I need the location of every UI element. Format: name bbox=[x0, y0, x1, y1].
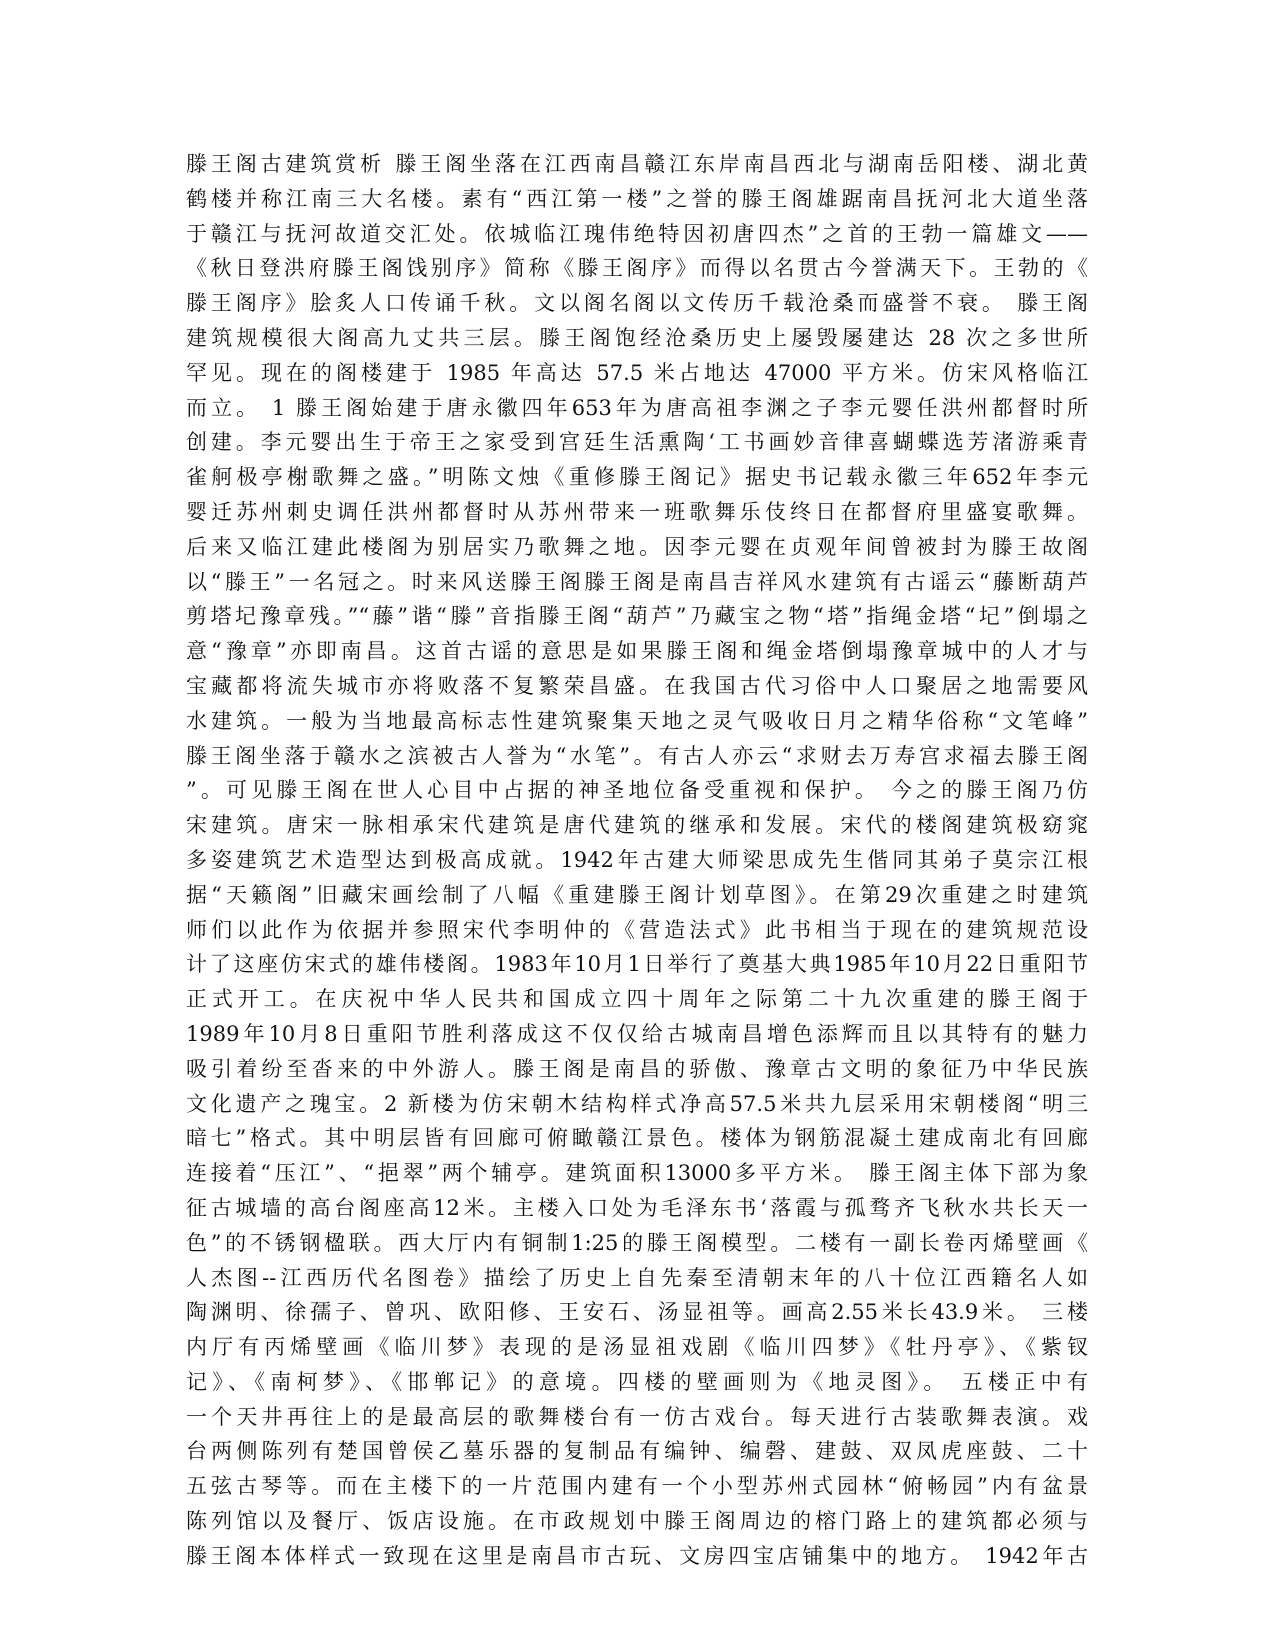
text-line: 计了这座仿宋式的雄伟楼阁。1983年10月1日举行了奠基大典1985年10月22日重阳节 bbox=[186, 952, 1088, 977]
text-line: 意“豫章”亦即南昌。这首古谣的意思是如果滕王阁和绳金塔倒塌豫章城中的人才与 bbox=[186, 639, 1088, 664]
text-line: 创建。李元婴出生于帝王之家受到宫廷生活熏陶‘工书画妙音律喜蝴蝶选芳渚游乘青 bbox=[186, 430, 1088, 455]
text-line: 雀舸极亭榭歌舞之盛。”明陈文烛《重修滕王阁记》据史书记载永徽三年652年李元 bbox=[186, 465, 1088, 490]
text-line: 人杰图--江西历代名图卷》描绘了历史上自先秦至清朝末年的八十位江西籍名人如 bbox=[186, 1265, 1088, 1290]
text-line: 滕王阁本体样式一致现在这里是南昌市古玩、文房四宝店铺集中的地方。 1942年古 bbox=[186, 1543, 1088, 1568]
text-line: 宋建筑。唐宋一脉相承宋代建筑是唐代建筑的继承和发展。宋代的楼阁建筑极窈窕 bbox=[186, 813, 1088, 838]
text-line: 以“滕王”一名冠之。时来风送滕王阁滕王阁是南昌吉祥风水建筑有古谣云“藤断葫芦 bbox=[186, 569, 1088, 594]
text-line: 内厅有丙烯壁画《临川梦》表现的是汤显祖戏剧《临川四梦》《牡丹亭》、《紫钗 bbox=[186, 1335, 1088, 1360]
text-line: 滕王阁序》脍炙人口传诵千秋。文以阁名阁以文传历千载沧桑而盛誉不衰。 滕王阁 bbox=[186, 291, 1088, 316]
text-line: 《秋日登洪府滕王阁饯别序》简称《滕王阁序》而得以名贯古今誉满天下。王勃的《 bbox=[186, 256, 1088, 281]
text-line: 宝藏都将流失城市亦将败落不复繁荣昌盛。在我国古代习俗中人口聚居之地需要风 bbox=[186, 673, 1088, 698]
text-line: 多姿建筑艺术造型达到极高成就。1942年古建大师梁思成先生偕同其弟子莫宗江根 bbox=[186, 847, 1088, 872]
text-line: 五弦古琴等。而在主楼下的一片范围内建有一个小型苏州式园林“俯畅园”内有盆景 bbox=[186, 1474, 1088, 1499]
text-line: 后来又临江建此楼阁为别居实乃歌舞之地。因李元婴在贞观年间曾被封为滕王故阁 bbox=[186, 534, 1088, 559]
text-line: 据“天籁阁”旧藏宋画绘制了八幅《重建滕王阁计划草图》。在第29次重建之时建筑 bbox=[186, 882, 1088, 907]
text-line: ”。可见滕王阁在世人心目中占据的神圣地位备受重视和保护。 今之的滕王阁乃仿 bbox=[186, 778, 1088, 803]
text-line: 记》、《南柯梦》、《邯郸记》的意境。四楼的壁画则为《地灵图》。 五楼正中有 bbox=[186, 1369, 1088, 1394]
text-line: 婴迁苏州刺史调任洪州都督时从苏州带来一班歌舞乐伎终日在都督府里盛宴歌舞。 bbox=[186, 499, 1088, 524]
text-line: 吸引着纷至沓来的中外游人。滕王阁是南昌的骄傲、豫章古文明的象征乃中华民族 bbox=[186, 1056, 1088, 1081]
text-line: 鹤楼并称江南三大名楼。素有“西江第一楼”之誉的滕王阁雄踞南昌抚河北大道坐落 bbox=[186, 186, 1088, 211]
text-line: 1989年10月8日重阳节胜利落成这不仅仅给古城南昌增色添辉而且以其特有的魅力 bbox=[186, 1021, 1088, 1046]
text-line: 陶渊明、徐孺子、曾巩、欧阳修、王安石、汤显祖等。画高2.55米长43.9米。 三楼 bbox=[186, 1300, 1088, 1325]
text-line: 剪塔圮豫章残。”“藤”谐“滕”音指滕王阁“葫芦”乃藏宝之物“塔”指绳金塔“圮”倒塌之 bbox=[186, 604, 1088, 629]
text-line: 师们以此作为依据并参照宋代李明仲的《营造法式》此书相当于现在的建筑规范设 bbox=[186, 917, 1088, 942]
text-line: 暗七”格式。其中明层皆有回廊可俯瞰赣江景色。楼体为钢筋混凝土建成南北有回廊 bbox=[186, 1126, 1088, 1151]
article-body bbox=[186, 147, 1088, 1574]
text-line: 而立。 1 滕王阁始建于唐永徽四年653年为唐高祖李渊之子李元婴任洪州都督时所 bbox=[186, 395, 1088, 420]
text-line: 陈列馆以及餐厅、饭店设施。在市政规划中滕王阁周边的榕门路上的建筑都必须与 bbox=[186, 1509, 1088, 1534]
text-line: 正式开工。在庆祝中华人民共和国成立四十周年之际第二十九次重建的滕王阁于 bbox=[186, 987, 1088, 1012]
text-line: 连接着“压江”、“挹翠”两个辅亭。建筑面积13000多平方米。 滕王阁主体下部为象 bbox=[186, 1161, 1088, 1186]
text-line: 征古城墙的高台阁座高12米。主楼入口处为毛泽东书‘落霞与孤骛齐飞秋水共长天一 bbox=[186, 1195, 1088, 1220]
text-line: 水建筑。一般为当地最高标志性建筑聚集天地之灵气吸收日月之精华俗称“文笔峰” bbox=[186, 708, 1088, 733]
text-line: 滕王阁坐落于赣水之滨被古人誉为“水笔”。有古人亦云“求财去万寿宫求福去滕王阁 bbox=[186, 743, 1088, 768]
text-line: 滕王阁古建筑赏析 滕王阁坐落在江西南昌赣江东岸南昌西北与湖南岳阳楼、湖北黄 bbox=[186, 152, 1088, 176]
text-line: 文化遗产之瑰宝。2 新楼为仿宋朝木结构样式净高57.5米共九层采用宋朝楼阁“明三 bbox=[186, 1091, 1088, 1116]
text-line: 一个天井再往上的是最高层的歌舞楼台有一仿古戏台。每天进行古装歌舞表演。戏 bbox=[186, 1404, 1088, 1429]
text-line: 于赣江与抚河故道交汇处。依城临江瑰伟绝特因初唐四杰”之首的王勃一篇雄文—— bbox=[186, 221, 1088, 246]
text-line: 建筑规模很大阁高九丈共三层。滕王阁饱经沧桑历史上屡毁屡建达 28 次之多世所 bbox=[186, 325, 1088, 350]
text-line: 罕见。现在的阁楼建于 1985 年高达 57.5 米占地达 47000 平方米。仿宋风格临江 bbox=[186, 360, 1088, 385]
text-line: 台两侧陈列有楚国曾侯乙墓乐器的复制品有编钟、编磬、建鼓、双凤虎座鼓、二十 bbox=[186, 1439, 1088, 1464]
text-line: 色”的不锈钢楹联。西大厅内有铜制1:25的滕王阁模型。二楼有一副长卷丙烯壁画《 bbox=[186, 1230, 1088, 1255]
